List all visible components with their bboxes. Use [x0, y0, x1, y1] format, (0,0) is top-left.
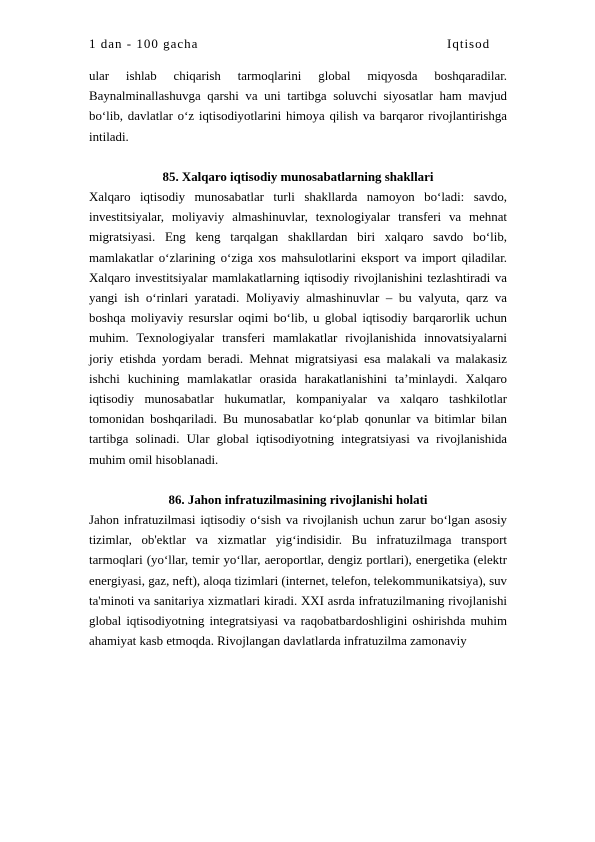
document-body	[89, 66, 507, 651]
section-85-paragraph: Xalqaro iqtisodiy munosabatlar turli shakllarda namoyon bo‘ladi: savdo, investitsiyalar, moliyaviy almashinuvlar, texnologiyalar transferi va mehnat migratsiyasi. Eng keng tarqalgan shakllardan biri xalqaro savdo bo‘lib, mamlakatlar o‘zlarining o‘ziga xos mahsulotlarini eksport va import qiladilar. Xalqaro investitsiyalar mamlakatlarning iqtisodiy rivojlanishini tezlashtiradi va yangi ish o‘rinlari yaratadi. Moliyaviy almashinuvlar – bu valyuta, qarz va boshqa moliyaviy resurslar oqimi bo‘lib, u global iqtisodiy barqarorlik uchun muhim. Texnologiyalar transferi mamlakatlar rivojlanishida innovatsiyalarni joriy etishda yordam beradi. Mehnat migratsiyasi esa malakali va malakasiz ishchi kuchining mamlakatlar orasida harakatlanishini ta’minlaydi. Xalqaro iqtisodiy munosabatlar hukumatlar, kompaniyalar va xalqaro tashkilotlar tomonidan boshqariladi. Bu munosabatlar ko‘plab qonunlar va bitimlar bilan tartibga solinadi. Ular global iqtisodiyotning integratsiyasi va rivojlanishida muhim omil hisoblanadi.	[89, 190, 507, 467]
intro-paragraph: ular ishlab chiqarish tarmoqlarini global miqyosda boshqaradilar. Baynalminallashuvga qarshi va uni tartibga soluvchi siyosatlar ham mavjud bo‘lib, davlatlar o‘z iqtisodiyotlarini himoya qilish va barqaror rivojlantirishga intiladi.	[89, 69, 507, 144]
header-subject: Iqtisod	[447, 36, 491, 51]
document-page	[89, 36, 507, 651]
section-86-paragraph: Jahon infratuzilmasi iqtisodiy o‘sish va rivojlanish uchun zarur bo‘lgan asosiy tizimlar, ob'ektlar va xizmatlar yig‘indisidir. Bu infratuzilmaga transport tarmoqlari (yo‘llar, temir yo‘llar, aeroportlar, dengiz portlari), energetika (elektr energiyasi, gaz, neft), aloqa tizimlari (internet, telefon, telekommunikatsiya), suv ta'minoti va sanitariya xizmatlari kiradi. XXI asrda infratuzilmaning rivojlanishi global iqtisodiyotning integratsiyasi va raqobatbardoshligini oshirishda muhim ahamiyat kasb etmoqda. Rivojlangan davlatlarda infratuzilma zamonaviy	[89, 513, 507, 649]
section-86-title: 86. Jahon infratuzilmasining rivojlanishi holati	[168, 492, 428, 507]
header-range: 1 dan - 100 gacha	[89, 36, 199, 51]
page-header	[89, 36, 507, 56]
section-85-title: 85. Xalqaro iqtisodiy munosabatlarning shakllari	[162, 169, 434, 184]
